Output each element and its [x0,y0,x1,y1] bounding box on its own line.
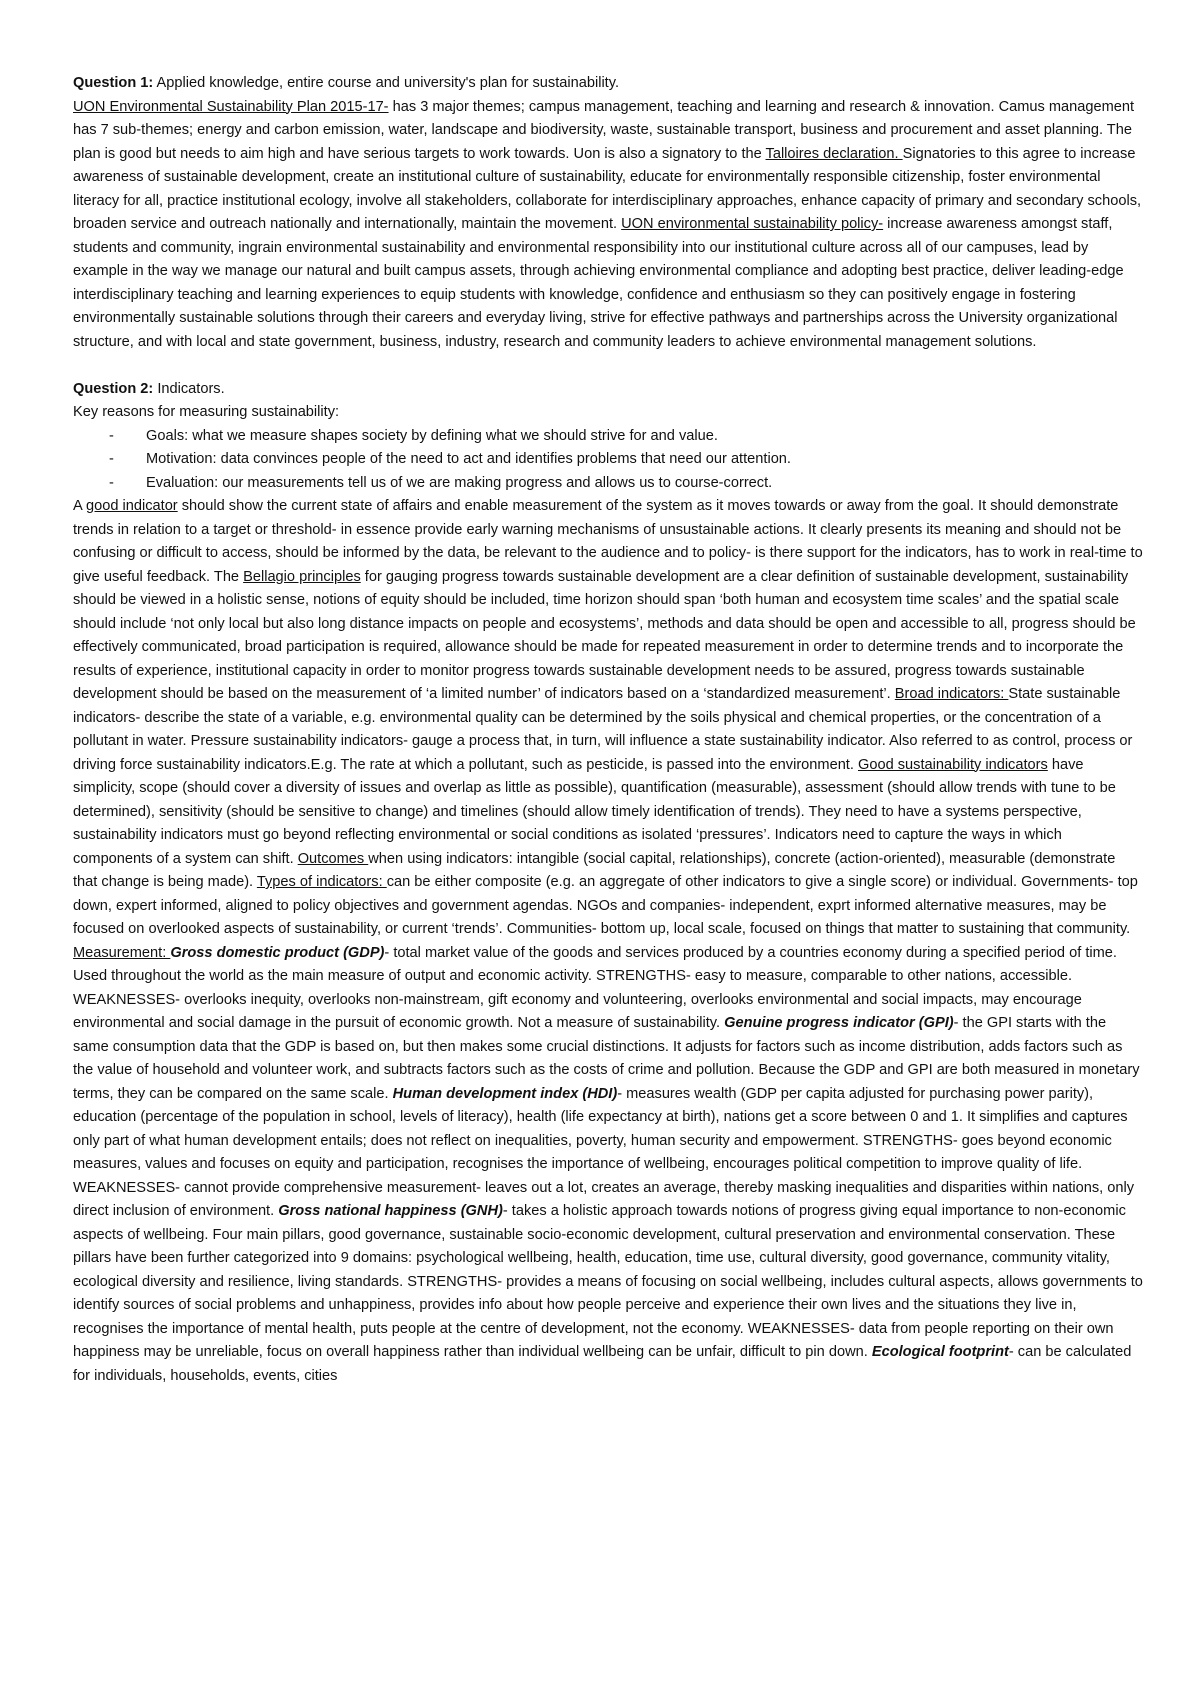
body-text: - the GPI starts with the same consumption data that the GDP is based on, but then makes some crucial distinctions. It adjusts for factors such as income distribution, adds factors such as the value of household and volunteer work, and subtracts factors such as the costs of crime and pollution. Because the GDP and GPI are both measured in monetary terms, they can be compared on the same scale. [73,1015,1140,1102]
key-reasons-list [73,425,1143,496]
body-text: Signatories to this agree to increase awareness of sustainable development, create an institutional culture of sustainability, educate for environmentally responsible citizenship, foster environmental literacy for all, practice institutional ecology, involve all stakeholders, collaborate for interdisciplinary approaches, enhance capacity of primary and secondary schools, broaden service and outreach nationally and internationally, maintain the movement. [73,145,1142,232]
hdi-term: Human development index (HDI) [392,1085,618,1102]
body-text: should show the current state of affairs and enable measurement of the system as it moves towards or away from the goal. It should demonstrate trends in relation to a target or threshold- in essence provide early warning mechanisms of unsustainable actions. It clearly presents its meaning and should not be confusing or difficult to access, should be informed by the data, be relevant to the audience and to policy- is there support for the indicators, has to work in real-time to give useful feedback. The [73,498,1143,585]
measurement-term: Measurement: [73,944,171,961]
list-item [73,448,1143,472]
bellagio-principles-term: Bellagio principles [243,568,361,585]
types-of-indicators-term: Types of indicators: [256,874,387,890]
key-reasons-line: Key reasons for measuring sustainability: [73,404,340,420]
list-item-text: Goals: what we measure shapes society by defining what we should strive for and value. [146,427,718,444]
body-text: State sustainable indicators- describe the state of a variable, e.g. environmental quality can be determined by the soils physical and chemical properties, or the concentration of a pollutant in water. Pressure sustainability indicators- gauge a process that, in turn, will influence a state sustainability indicator. Also referred to as control, process or driving force sustainability indicators.E.g. The rate at which a pollutant, such as pesticide, is passed into the environment. [73,686,1133,773]
list-item-text: Evaluation: our measurements tell us of we are making progress and allows us to course-correct. [146,474,773,491]
body-text: - total market value of the goods and services produced by a countries economy during a specified period of time. Used throughout the world as the main measure of output and economic activity. STRENGTHS- easy to measure, comparable to other nations, accessible. WEAKNESSES- overlooks inequity, overlooks non-mainstream, gift economy and volunteering, overlooks environmental and social impacts, may encourage environmental and social damage in the pursuit of economic growth. Not a measure of sustainability. [73,944,1117,1031]
question-2-heading: Question 2: [73,380,154,397]
body-text: - can be calculated for individuals, households, events, cities [73,1344,1132,1384]
list-item-text: Motivation: data convinces people of the need to act and identifies problems that need our attention. [146,451,791,467]
body-text: - measures wealth (GDP per capita adjusted for purchasing power parity), education (percentage of the population in school, levels of literacy), health (life expectancy at birth), nations get a score between 0 and 1. It simplifies and captures only part of what human development entails; does not reflect on inequalities, poverty, human security and empowerment. STRENGTHS- goes beyond economic measures, values and focuses on equity and participation, recognises the importance of wellbeing, encourages political competition to improve quality of life. WEAKNESSES- cannot provide comprehensive measurement- leaves out a lot, creates an average, thereby masking inequalities and disparities within nations, only direct inclusion of environment. [73,1085,1135,1219]
talloires-declaration-link: Talloires declaration. [765,145,903,162]
ecological-footprint-term: Ecological footprint [871,1344,1009,1360]
uon-sustainability-policy-link: UON environmental sustainability policy- [621,216,884,232]
good-sustainability-indicators-term: Good sustainability indicators [857,756,1048,773]
question-2-heading-line [73,378,1143,402]
body-text: for gauging progress towards sustainable development are a clear definition of sustainable development, sustainability should be viewed in a holistic sense, notions of equity should be included, time horizon should span ‘both human and ecosystem time scales’ and the spatial scale should include ‘not only local but also long distance impacts on people and ecosystems’, methods and data should be open and accessible to all, progress should be effectively communicated, broad participation is required, allowance should be made for repeated measurement in order to determine trends and to incorporate the results of experience, institutional capacity in order to monitor progress towards sustainable development needs to be assured, progress towards sustainable development should be based on the measurement of ‘a limited number’ of indicators based on a ‘standardized measurement’. [73,568,1136,702]
paragraph-gap [73,354,1143,378]
uon-sustainability-plan-link: UON Environmental Sustainability Plan 2015-17- [73,98,389,115]
body-text: A [73,498,86,514]
dash-bullet: - [109,474,114,491]
question-1-paragraph [73,72,1143,354]
gnh-term: Gross national happiness (GNH) [278,1203,503,1219]
indicators-paragraph [73,495,1143,1388]
body-text: can be either composite (e.g. an aggregate of other indicators to give a single score) or individual. Governments- top down, expert informed, aligned to policy objectives and government agendas. NGOs and companies- independent, exprt informed alternative measures, may be focused on overlooked aspects of sustainability, or current ‘trends’. Communities- bottom up, local scale, focused on things that matter to sustaining that community. [73,874,1138,937]
gdp-term: Gross domestic product (GDP) [170,944,385,961]
list-item [73,472,1143,496]
question-1-heading-text: Applied knowledge, entire course and university's plan for sustainability. [153,75,620,91]
body-text: - takes a holistic approach towards notions of progress giving equal importance to non-economic aspects of wellbeing. Four main pillars, good governance, sustainable socio-economic development, cultural preservation and environmental conservation. These pillars have been further categorized into 9 domains: psychological wellbeing, health, education, time use, cultural diversity, good governance, community vitality, ecological diversity and resilience, living standards. STRENGTHS- provides a means of focusing on social wellbeing, includes cultural aspects, allows governments to identify sources of social problems and unhappiness, provides info about how people perceive and experience their own lives and the situations they live in, recognises the importance of mental health, puts people at the centre of development, not the economy. WEAKNESSES- data from people reporting on their own happiness may be unreliable, focus on overall happiness rather than individual wellbeing can be unfair, difficult to pin down. [73,1203,1143,1360]
broad-indicators-term: Broad indicators: [894,686,1009,702]
gpi-term: Genuine progress indicator (GPI) [724,1015,954,1031]
good-indicator-term: good indicator [85,498,178,514]
body-text: have simplicity, scope (should cover a diversity of issues and overlap as little as possible), quantification (measurable), assessment (should allow trends with tune to be determined), sensitivity (should be sensitive to change) and timelines (should allow timely identification of trends). They need to have a systems perspective, sustainability indicators must go beyond reflecting environmental or social conditions as isolated ‘pressures’. Indicators need to capture the ways in which components of a system can shift. [73,756,1116,867]
document-page [73,72,1143,1388]
question-2-heading-text: Indicators. [153,380,225,397]
dash-bullet: - [109,427,114,444]
dash-bullet: - [109,451,114,467]
body-text: when using indicators: intangible (social capital, relationships), concrete (action-oriented), measurable (demonstrate that change is being made). [73,850,1116,890]
outcomes-term: Outcomes [297,850,369,867]
body-text: has 3 major themes; campus management, teaching and learning and research & innovation. Camus management has 7 sub-themes; energy and carbon emission, water, landscape and biodiversity, waste, sustainable transport, business and procurement and asset planning. The plan is good but needs to aim high and have serious targets to work towards. Uon is also a signatory to the [73,98,1135,162]
question-1-heading: Question 1: [73,75,154,91]
body-text: increase awareness amongst staff, students and community, ingrain environmental sustainability and environmental responsibility into our institutional culture across all of our campuses, lead by example in the way we manage our natural and built campus assets, through achieving environmental compliance and adopting best practice, deliver leading-edge interdisciplinary teaching and learning experiences to equip students with knowledge, confidence and enthusiasm so they can positively engage in fostering environmentally sustainable solutions through their careers and everyday living, strive for effective pathways and partnerships across the University organizational structure, and with local and state government, business, industry, research and community leaders to achieve environmental management solutions. [73,216,1124,350]
list-item [73,425,1143,449]
